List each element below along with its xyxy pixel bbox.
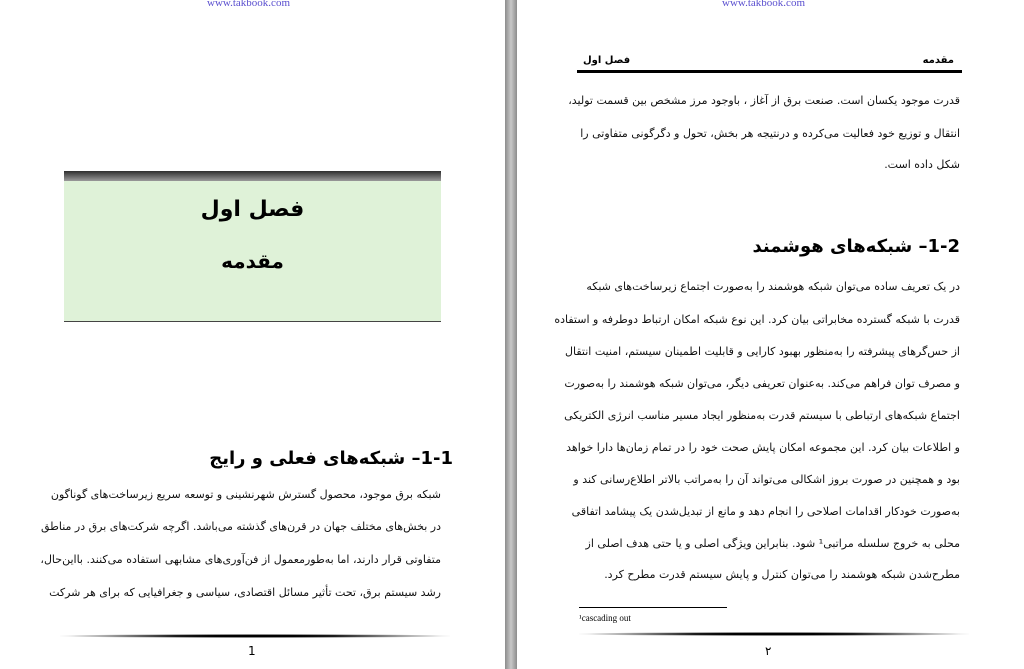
text-line: قدرت موجود یکسان است. صنعت برق از آغاز ، باوجود مرز مشخص بین قسمت تولید، [568, 94, 960, 107]
text-line: بود و همچنین در صورت بروز اشکالی می‌تواند آن را به‌مراتب بالاتر اطلاع‌رسانی کند و [573, 473, 960, 486]
footnote-rule [579, 607, 727, 608]
page-number: 1 [248, 644, 256, 658]
watermark[interactable]: www.takbook.com [207, 0, 290, 9]
text-line: محلی به خروج سلسله مراتبی¹ شود. بنابراین ویژگی اصلی و یا حتی هدف اصلی از [585, 537, 960, 550]
running-header-section: مقدمه [922, 55, 954, 66]
text-line: متفاوتی قرار دارند، اما به‌طورمعمول از فن‌آوری‌های مشابهی استفاده می‌کنند. بااین‌حال، [40, 553, 441, 566]
body-text [40, 0, 441, 669]
text-line: شبکه برق موجود، محصول گسترش شهرنشینی و توسعه سریع زیرساخت‌های گوناگون [50, 488, 441, 501]
footnote: ¹cascading out [579, 613, 631, 623]
text-line: در یک تعریف ساده می‌توان شبکه هوشمند را به‌صورت اجتماع زیرساخت‌های شبکه [586, 280, 960, 293]
section-heading: 1-2– شبکه‌های هوشمند [752, 236, 960, 257]
text-line: و اطلاعات بیان کرد. این مجموعه امکان پایش صحت خود را در تمام زمان‌ها دارا خواهد [566, 441, 960, 454]
text-line: در بخش‌های مختلف جهان در قرن‌های گذشته می‌باشد. اگرچه شرکت‌های برق در مناطق [40, 520, 441, 533]
page-gutter [505, 0, 517, 669]
running-header-chapter: فصل اول [583, 55, 631, 66]
text-line: رشد سیستم برق، تحت تأثیر مسائل اقتصادی، سیاسی و جغرافیایی که برای هر شرکت [49, 586, 441, 599]
text-line: از حس‌گرهای پیشرفته را به‌منظور بهبود کارایی و قابلیت اطمینان سیستم، امنیت انتقال [565, 345, 960, 358]
body-text [554, 0, 960, 669]
text-line: قدرت با شبکه گسترده مخابراتی بیان کرد. این نوع شبکه امکان ارتباط دوطرفه و استفاده [554, 313, 960, 326]
chapter-title: فصل اول [200, 197, 305, 222]
text-line: به‌صورت خودکار اقدامات اصلاحی را انجام دهد و مانع از تبدیل‌شدن یک پیشامد اتفاقی [571, 505, 960, 518]
chapter-subtitle: مقدمه [221, 249, 284, 273]
text-line: شکل داده است. [884, 158, 960, 171]
footer-rule [579, 632, 969, 636]
watermark[interactable]: www.takbook.com [722, 0, 805, 9]
left-page [0, 0, 505, 669]
right-page [517, 0, 1024, 669]
page-number: ۲ [765, 644, 772, 658]
section-heading: 1-1– شبکه‌های فعلی و رایج [209, 448, 453, 469]
text-line: مطرح‌شدن شبکه هوشمند را می‌توان کنترل و پایش سیستم قدرت مطرح کرد. [604, 568, 960, 581]
footer-rule [60, 634, 450, 638]
text-line: و مصرف توان فراهم می‌کند. به‌عنوان تعریفی دیگر، می‌توان شبکه هوشمند را به‌صورت [564, 377, 960, 390]
text-line: انتقال و توزیع خود فعالیت می‌کرده و درنتیجه هر بخش، تحول و دگرگونی متفاوتی را [580, 127, 960, 140]
text-line: اجتماع شبکه‌های ارتباطی با سیستم قدرت به‌منظور ایجاد مسیر مناسب انرژی الکتریکی [564, 409, 960, 422]
